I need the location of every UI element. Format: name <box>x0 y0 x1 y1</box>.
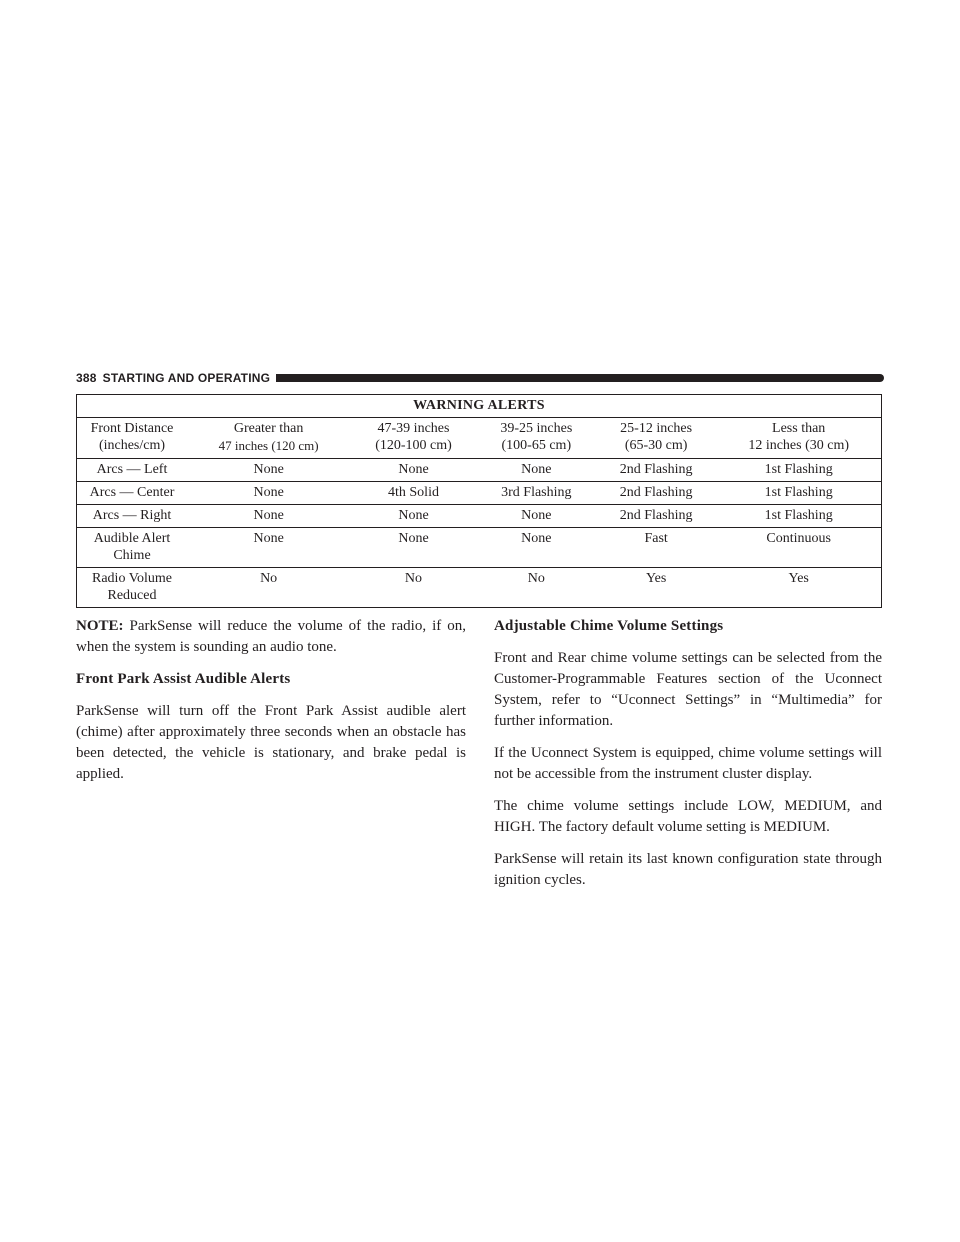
table-cell: 2nd Flashing <box>596 505 716 528</box>
row-label: Arcs — Right <box>77 505 188 528</box>
table-cell: 2nd Flashing <box>596 482 716 505</box>
table-cell: 3rd Flashing <box>477 482 596 505</box>
section-title: STARTING AND OPERATING <box>102 371 271 385</box>
table-row <box>77 568 882 608</box>
table-cell: No <box>477 568 596 608</box>
column-header: 25-12 inches (65-30 cm) <box>596 418 716 459</box>
table-cell: None <box>477 528 596 568</box>
table-cell: None <box>187 482 350 505</box>
table-cell: 1st Flashing <box>716 459 881 482</box>
table-cell: None <box>187 459 350 482</box>
column-header: 47-39 inches (120-100 cm) <box>350 418 476 459</box>
row-label: Audible Alert Chime <box>77 528 188 568</box>
table-header-row <box>77 418 882 459</box>
table-cell: Yes <box>716 568 881 608</box>
table-cell: Fast <box>596 528 716 568</box>
table-cell: None <box>477 505 596 528</box>
page-header <box>76 370 884 386</box>
table-cell: None <box>350 528 476 568</box>
table-cell: None <box>477 459 596 482</box>
right-column <box>494 616 882 902</box>
table-title: WARNING ALERTS <box>77 395 882 418</box>
column-header: Greater than 47 inches (120 cm) <box>187 418 350 459</box>
body-paragraph: ParkSense will turn off the Front Park Assist audible alert (chime) after approximately three seconds when an obstacle has been detected, the vehicle is stationary, and brake pedal is applied. <box>76 703 466 782</box>
row-label: Arcs — Center <box>77 482 188 505</box>
note-text: ParkSense will reduce the volume of the radio, if on, when the system is sounding an audio tone. <box>76 618 466 655</box>
body-paragraph: The chime volume settings include LOW, MEDIUM, and HIGH. The factory default volume setting is MEDIUM. <box>494 798 882 835</box>
body-paragraph: If the Uconnect System is equipped, chime volume settings will not be accessible from the instrument cluster display. <box>494 745 882 782</box>
row-label: Radio Volume Reduced <box>77 568 188 608</box>
column-header: Less than 12 inches (30 cm) <box>716 418 881 459</box>
section-heading: Adjustable Chime Volume Settings <box>494 618 724 634</box>
row-label: Arcs — Left <box>77 459 188 482</box>
note-label: NOTE: <box>76 618 124 634</box>
note-paragraph <box>76 616 466 658</box>
column-header: Front Distance (inches/cm) <box>77 418 188 459</box>
body-paragraph: Front and Rear chime volume settings can be selected from the Customer-Programmable Features section of the Uconnect System, refer to “Uconnect Settings” in “Multimedia” for further information. <box>494 650 882 729</box>
table-cell: 2nd Flashing <box>596 459 716 482</box>
warning-alerts-table <box>76 394 882 608</box>
page-number: 388 <box>76 371 97 385</box>
table-cell: No <box>187 568 350 608</box>
table-cell: None <box>350 459 476 482</box>
table-cell: No <box>350 568 476 608</box>
table-cell: None <box>187 505 350 528</box>
table-cell: None <box>187 528 350 568</box>
table-cell: None <box>350 505 476 528</box>
left-column <box>76 616 466 796</box>
table-cell: Continuous <box>716 528 881 568</box>
table-row <box>77 459 882 482</box>
header-rule <box>276 374 884 382</box>
table-cell: 1st Flashing <box>716 482 881 505</box>
table-cell: Yes <box>596 568 716 608</box>
column-header: 39-25 inches (100-65 cm) <box>477 418 596 459</box>
table-row <box>77 505 882 528</box>
section-heading: Front Park Assist Audible Alerts <box>76 671 291 687</box>
table-row <box>77 482 882 505</box>
table-row <box>77 528 882 568</box>
body-paragraph: ParkSense will retain its last known configuration state through ignition cycles. <box>494 851 882 888</box>
table-cell: 4th Solid <box>350 482 476 505</box>
table-cell: 1st Flashing <box>716 505 881 528</box>
